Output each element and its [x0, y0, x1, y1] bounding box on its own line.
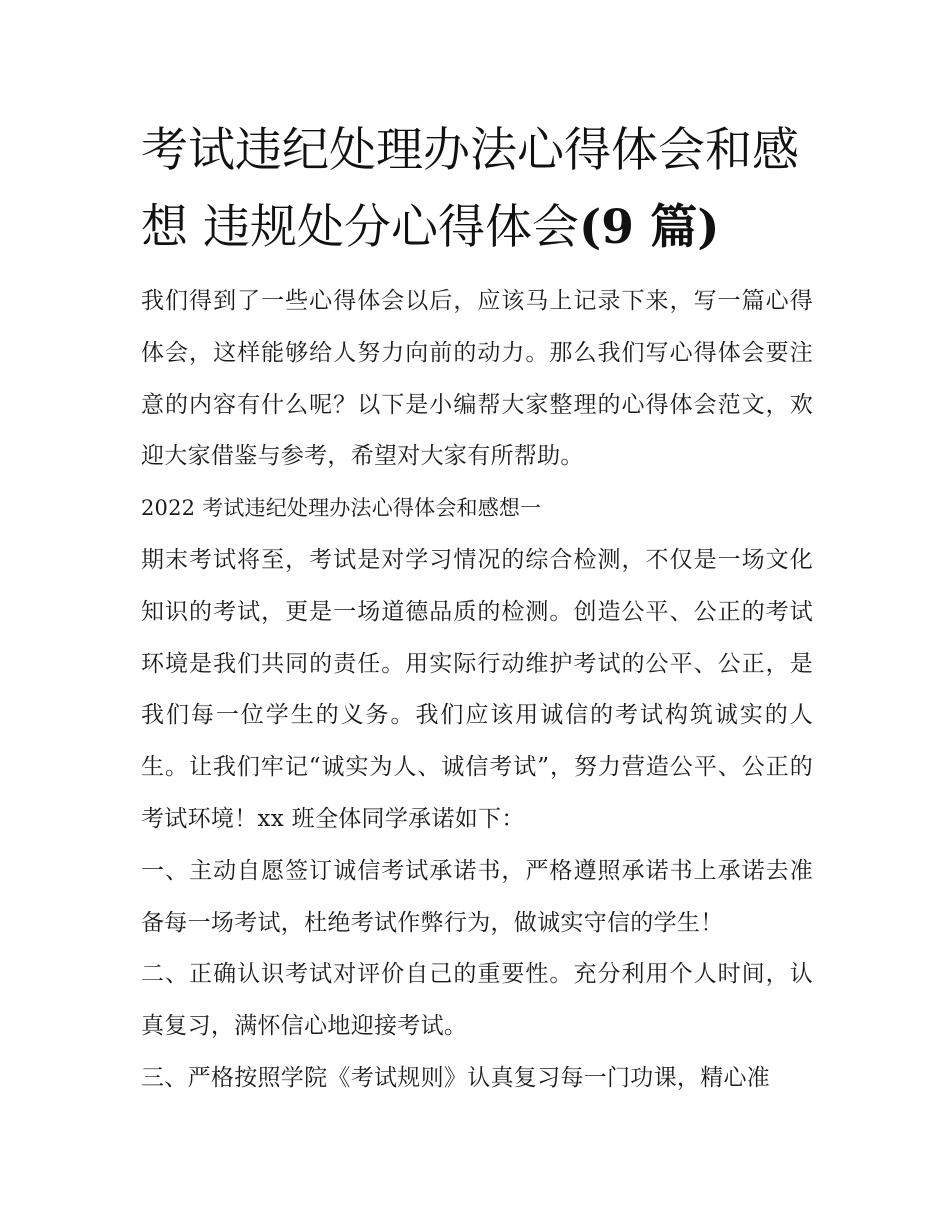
title-main-text: 考试违纪处理办法心得体会和感想 违规处分心得体会 [141, 123, 799, 255]
title-count-text: (9 篇) [578, 200, 720, 255]
pledge-item-2: 二、正确认识考试对评价自己的重要性。充分利用个人时间，认真复习，满怀信心地迎接考试。 [141, 961, 813, 1040]
section-heading: 2022 考试违纪处理办法心得体会和感想一 [141, 496, 542, 521]
document-page [141, 112, 813, 1105]
document-title [141, 112, 813, 266]
intro-paragraph: 我们得到了一些心得体会以后，应该马上记录下来，写一篇心得体会，这样能够给人努力向前的动力。那么我们写心得体会要注意的内容有什么呢？以下是小编帮大家整理的心得体会范文，欢迎大家借鉴与参考，希望对大家有所帮助。 [141, 288, 813, 470]
pledge-item-3: 三、严格按照学院《考试规则》认真复习每一门功课，精心准 [141, 1064, 771, 1091]
body-paragraph-1: 期末考试将至，考试是对学习情况的综合检测，不仅是一场文化知识的考试，更是一场道德品质的检测。创造公平、公正的考试环境是我们共同的责任。用实际行动维护考试的公平、公正，是我们每一位学生的义务。我们应该用诚信的考试构筑诚实的人生。让我们牢记“诚实为人、诚信考试”，努力营造公平、公正的考试环境！xx 班全体同学承诺如下： [141, 546, 813, 832]
pledge-item-1: 一、主动自愿签订诚信考试承诺书，严格遵照承诺书上承诺去准备每一场考试，杜绝考试作弊行为，做诚实守信的学生！ [141, 857, 813, 936]
